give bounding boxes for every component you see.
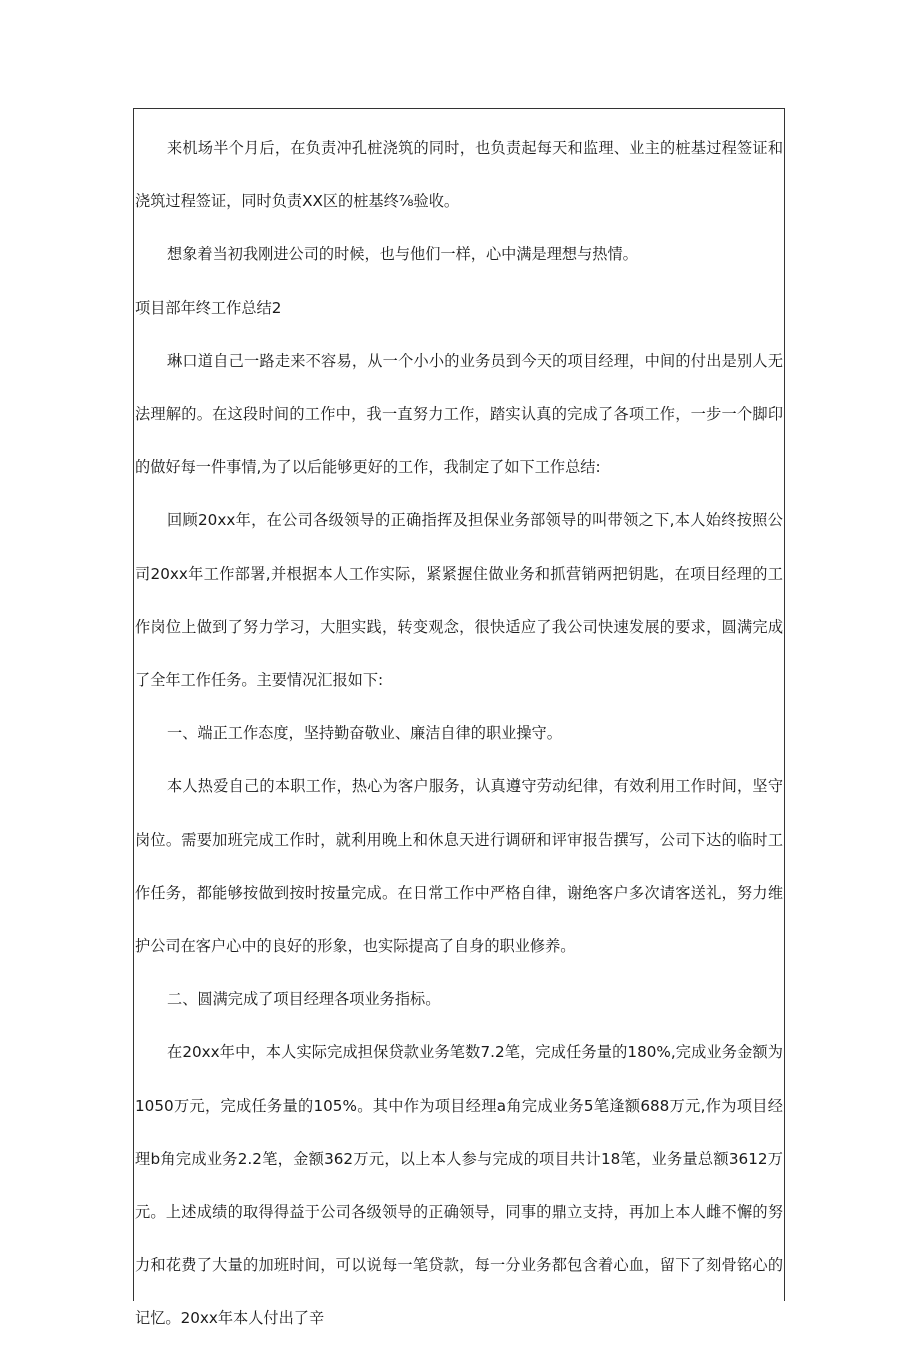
section-heading: 项目部年终工作总结2 bbox=[135, 298, 282, 317]
paragraph-pile-inspection: 来机场半个月后，在负责冲孔桩浇筑的同时，也负责起每天和监理、业主的桩基过程签证和浇筑过程签证，同时负责XX区的桩基终⅞验收。 bbox=[135, 139, 783, 211]
subheading-work-attitude: 一、端正工作态度，坚持勤奋敬业、廉洁自律的职业操守。 bbox=[167, 724, 562, 743]
paragraph-year-review: 回顾20xx年，在公司各级领导的正确指挥及担保业务部领导的叫带领之下,本人始终按照公司20xx年工作部署,并根据本人工作实际，紧紧握住做业务和抓营销两把钥匙，在项目经理的工作岗位上做到了努力学习，大胆实践，转变观念，很快适应了我公司快速发展的要求，圆满完成了全年工作任务。主要情况汇报如下: bbox=[135, 511, 783, 690]
paragraph-career-path: 琳口道自己一路走来不容易，从一个小小的业务员到今天的项目经理，中间的付出是别人无法理解的。在这段时间的工作中，我一直努力工作，踏实认真的完成了各项工作，一步一个脚印的做好每一件事情,为了以后能够更好的工作，我制定了如下工作总结: bbox=[135, 351, 783, 477]
document-body bbox=[135, 122, 783, 1346]
subheading-business-targets: 二、圆满完成了项目经理各项业务指标。 bbox=[167, 990, 441, 1009]
paragraph-business-results: 在20xx年中，本人实际完成担保贷款业务笔数7.2笔，完成任务量的180%,完成业务金额为1050万元，完成任务量的105%。其中作为项目经理a角完成业务5笔逢额688万元,作为项目经理b角完成业务2.2笔，金额362万元，以上本人参与完成的项目共计18笔，业务量总额3612万元。上述成绩的取得得益于公司各级领导的正确领导，同事的鼎立支持，再加上本人雌不懈的努力和花费了大量的加班时间，可以说每一笔贷款，每一分业务都包含着心血，留下了刻骨铭心的记忆。20xx年本人付出了辛 bbox=[135, 1043, 783, 1328]
paragraph-joining-company: 想象着当初我刚进公司的时候，也与他们一样，心中满是理想与热情。 bbox=[167, 245, 638, 264]
paragraph-dedication: 本人热爱自己的本职工作，热心为客户服务，认真遵守劳动纪律，有效利用工作时间，坚守岗位。需要加班完成工作时，就利用晚上和休息天进行调研和评审报告撰写，公司下达的临时工作任务，都能够按做到按时按量完成。在日常工作中严格自律，谢绝客户多次请客送礼，努力维护公司在客户心中的良好的形象，也实际提高了自身的职业修养。 bbox=[135, 777, 783, 956]
